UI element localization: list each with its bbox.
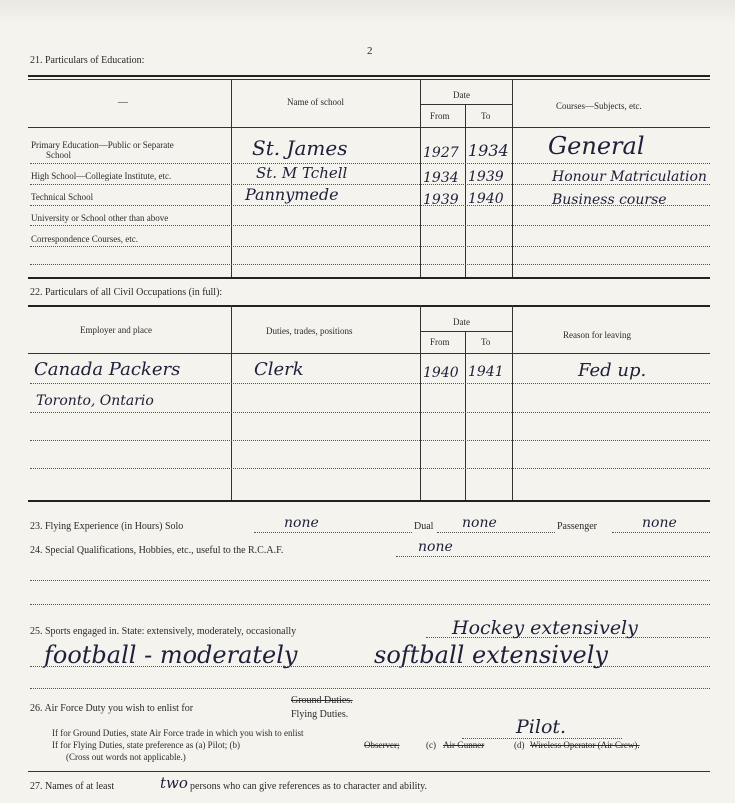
- flying-duties-note: If for Flying Duties, state preference as (a) Pilot; (b): [52, 740, 240, 750]
- high-courses-value: Honour Matriculation: [552, 169, 707, 185]
- employer-value: Canada Packers: [34, 359, 181, 380]
- sec25-label: 25. Sports engaged in. State: extensively, moderately, occasionally: [30, 626, 297, 637]
- sec24-label: 24. Special Qualifications, Hobbies, etc., useful to the R.C.A.F.: [30, 545, 284, 556]
- high-from-value: 1934: [423, 170, 459, 186]
- opt-ground-duties: Ground Duties.: [291, 695, 353, 706]
- cross-out-note: (Cross out words not applicable.): [66, 752, 186, 762]
- page-number: 2: [367, 45, 373, 57]
- opt-wireless-operator: Wireless Operator (Air Crew).: [530, 740, 640, 750]
- reason-value: Fed up.: [578, 360, 647, 381]
- solo-value: none: [284, 515, 319, 531]
- sec21-col-to: To: [481, 111, 491, 121]
- sec22-title: 22. Particulars of all Civil Occupations (in full):: [30, 287, 223, 298]
- sec22-col-duties: Duties, trades, positions: [266, 326, 353, 336]
- sports-value-3: softball extensively: [374, 641, 608, 669]
- sec26-label: 26. Air Force Duty you wish to enlist for: [30, 703, 194, 714]
- primary-courses-value: General: [548, 132, 645, 160]
- technical-school-value: Pannymede: [245, 185, 339, 204]
- sec22-col-date: Date: [453, 317, 470, 327]
- sec22-col-employer: Employer and place: [80, 325, 152, 335]
- ground-duties-note: If for Ground Duties, state Air Force trade in which you wish to enlist: [52, 728, 304, 738]
- primary-to-value: 1934: [468, 141, 509, 160]
- passenger-value: none: [642, 515, 677, 531]
- dual-label: Dual: [414, 521, 434, 532]
- high-school-value: St. M Tchell: [256, 164, 348, 182]
- technical-from-value: 1939: [423, 192, 459, 208]
- opt-c-label: (c): [426, 740, 436, 750]
- sec27-label-b: persons who can give references as to character and ability.: [190, 781, 428, 792]
- sec21-col-school: Name of school: [287, 97, 344, 107]
- sec21-col-blank: —: [118, 97, 128, 108]
- trade-value: Pilot.: [516, 716, 567, 738]
- opt-air-gunner: Air Gunner: [443, 740, 485, 750]
- opt-observer: Observer;: [364, 740, 400, 750]
- enlistment-form-page: 2 21. Particulars of Education: — Name of school Date From To Courses—Subjects, etc. Primary Education—Public or Separate School St. James 1927 1934 General High School—Collegiate Institute, etc. St. M Tchell 1934 1939 Honour Matriculation Technical School Pannymede 1939 1940 Business course University or School other than above Correspondence Courses, etc. 22. Particulars of all Civil Occupations (in full): Employer and place Duties, trades, positions Date From To Reason for leaving Canada Packers Toronto, Ontario Clerk 1940 1941 Fed up. 23. Flying Experience (in Hours) Solo none Dual none Passenger none 24. Special Qualifications, Hobbies, etc., useful to the R.C.A.F. none 25. Sports engaged in. State: extensively, moderately, occasionally Hockey extensively football - moderately softball extensively 26. Air Force Duty you wish to enlist for Ground Duties. Flying Duties. If for Ground Duties, state Air Force trade in which you wish to enlist Pilot. If for Flying Duties, state preference as (a) Pilot; (b) Observer; (c) Air Gunner (d) Wireless Operator (Air Crew). (Cross out words not applicable.) 27. Names of at least two persons who can give references as to character and ability.: [0, 0, 735, 803]
- technical-courses-value: Business course: [552, 192, 667, 208]
- sec27-label-a: 27. Names of at least: [30, 781, 115, 792]
- sec21-title: 21. Particulars of Education:: [30, 55, 145, 66]
- occupation-from-value: 1940: [423, 365, 459, 381]
- opt-d-label: (d): [514, 740, 525, 750]
- hobbies-value: none: [418, 539, 453, 555]
- primary-from-value: 1927: [423, 145, 459, 161]
- technical-to-value: 1940: [468, 191, 504, 207]
- dual-value: none: [462, 515, 497, 531]
- opt-flying-duties: Flying Duties.: [291, 709, 349, 720]
- sec22-col-from: From: [430, 337, 450, 347]
- scan-shadow: [0, 0, 735, 24]
- primary-school-value: St. James: [252, 136, 348, 160]
- sec21-col-date: Date: [453, 90, 470, 100]
- employer-place-value: Toronto, Ontario: [36, 393, 154, 409]
- sec21-col-from: From: [430, 111, 450, 121]
- occupation-to-value: 1941: [468, 364, 504, 380]
- sports-value-1: Hockey extensively: [452, 617, 638, 639]
- sec22-col-to: To: [481, 337, 491, 347]
- sports-value-2: football - moderately: [44, 641, 298, 669]
- sec22-col-reason: Reason for leaving: [563, 330, 631, 340]
- high-to-value: 1939: [468, 169, 504, 185]
- passenger-label: Passenger: [557, 521, 597, 532]
- duties-value: Clerk: [254, 359, 304, 380]
- sec21-col-courses: Courses—Subjects, etc.: [556, 101, 642, 111]
- sec23-label: 23. Flying Experience (in Hours) Solo: [30, 521, 184, 532]
- reference-count-value: two: [160, 774, 188, 792]
